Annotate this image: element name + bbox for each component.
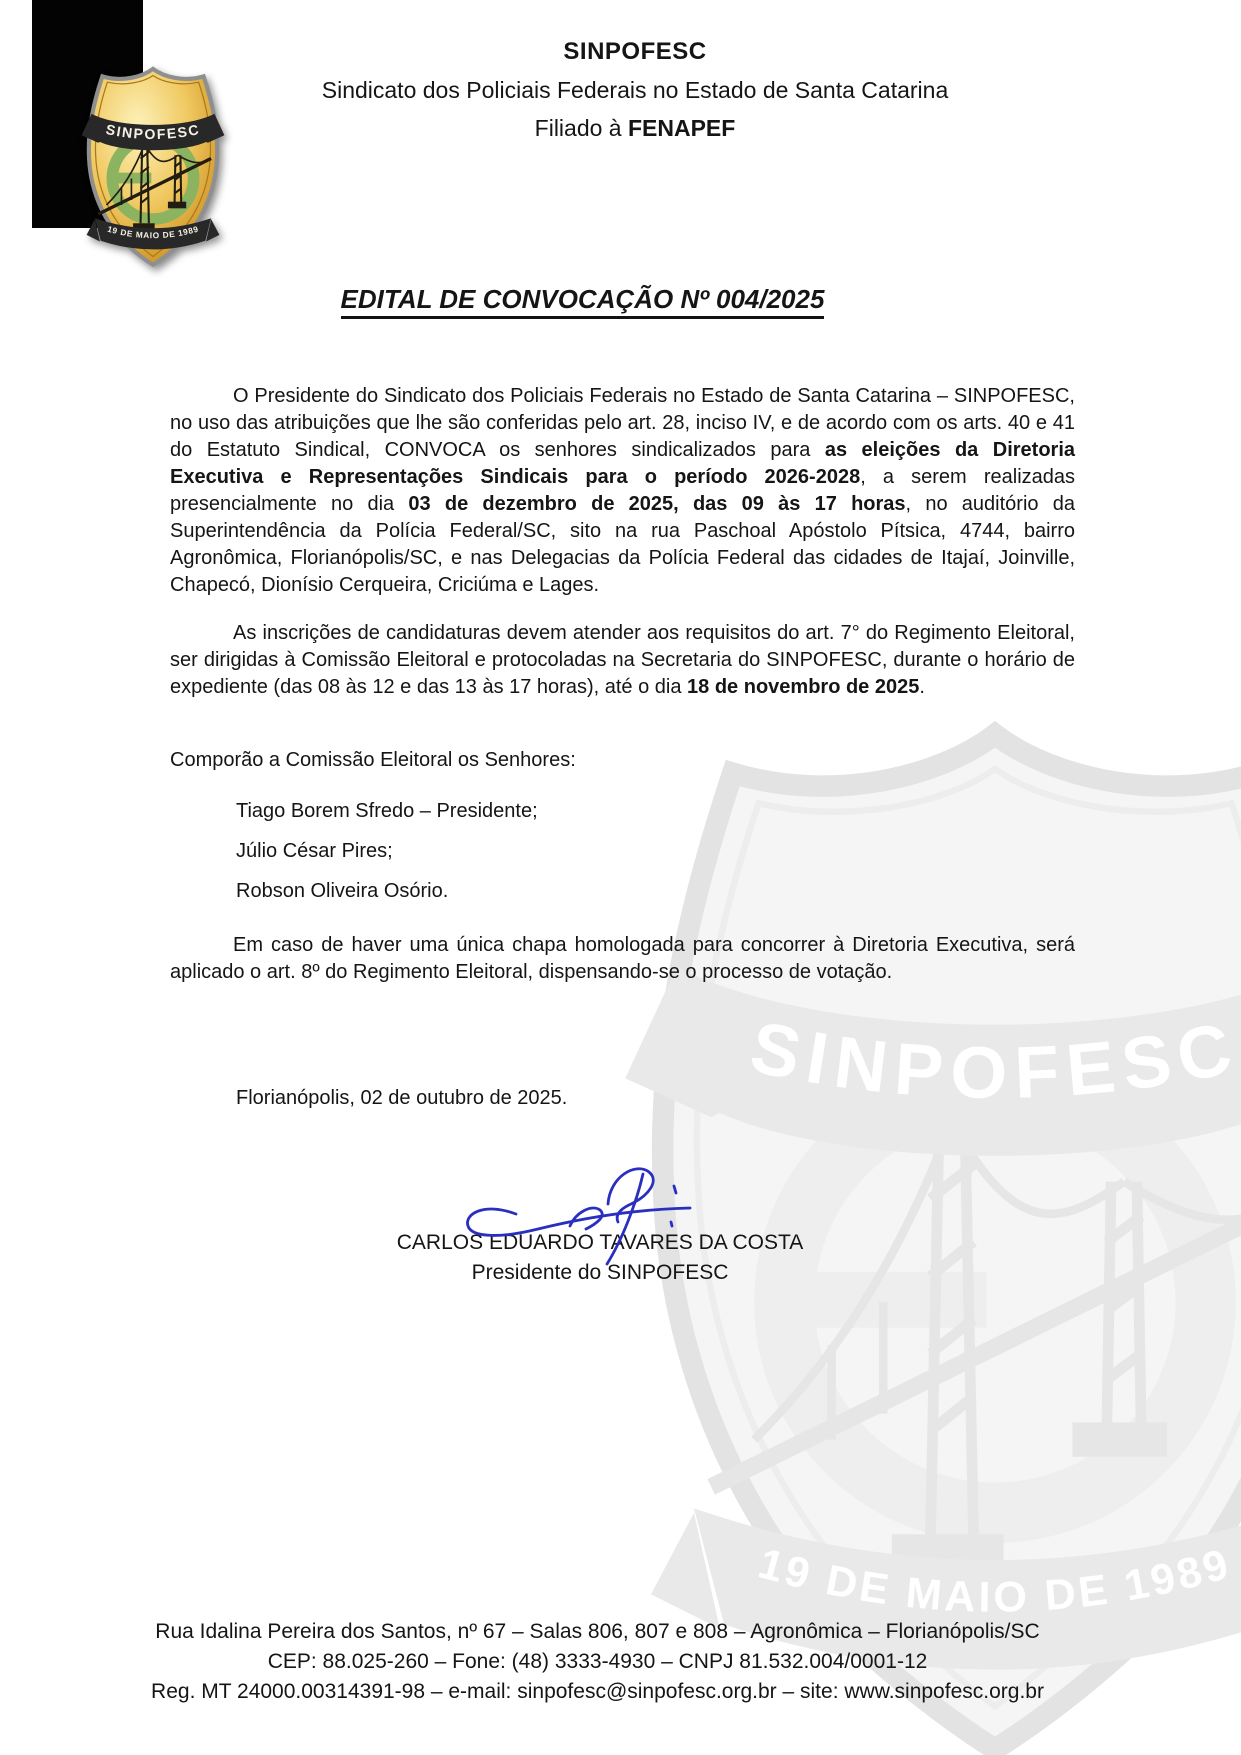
committee-intro: Comporão a Comissão Eleitoral os Senhores:	[170, 749, 576, 771]
org-acronym: SINPOFESC	[563, 38, 707, 65]
paragraph-convocation: O Presidente do Sindicato dos Policiais Federais no Estado de Santa Catarina – SINPOFESC, no uso das atribuições que lhe são conferidas pelo art. 28, inciso IV, e de acordo com os arts. 40 e 41 do Estatuto Sindical, CONVOCA os senhores sindicalizados para as eleições da Diretoria Executiva e Representações Sindicais para o período 2026-2028, a serem realizadas presencialmente no dia 03 de dezembro de 2025, das 09 às 17 horas, no auditório da Superintendência da Polícia Federal/SC, sito na rua Paschoal Apóstolo Pítsica, 4744, bairro Agronômica, Florianópolis/SC, e nas Delegacias da Polícia Federal das cidades de Itajaí, Joinville, Chapecó, Dionísio Cerqueira, Criciúma e Lages.	[170, 385, 1076, 596]
affiliation-prefix: Filiado à	[534, 115, 628, 141]
footer-contact: CEP: 88.025-260 – Fone: (48) 3333-4930 – CNPJ 81.532.004/0001-12	[267, 1650, 928, 1673]
signature-ink	[450, 1152, 700, 1267]
affiliation-line	[225, 115, 1045, 142]
list-item: Robson Oliveira Osório.	[236, 880, 449, 902]
footer	[0, 1617, 1195, 1707]
paragraph-single-slate: Em caso de haver uma única chapa homologada para concorrer à Diretoria Executiva, será aplicado o art. 8º do Regimento Eleitoral, dispensando-se o processo de votação.	[170, 934, 1075, 983]
letterhead	[225, 38, 1045, 142]
affiliation-org: FENAPEF	[627, 115, 736, 141]
list-item: Júlio César Pires;	[236, 840, 393, 862]
sinpofesc-badge-logo	[70, 62, 236, 270]
org-name: Sindicato dos Policiais Federais no Estado de Santa Catarina	[321, 77, 949, 103]
dateline: Florianópolis, 02 de outubro de 2025.	[236, 1087, 568, 1109]
signatory-role: Presidente do SINPOFESC	[471, 1261, 729, 1284]
document-title: EDITAL DE CONVOCAÇÃO Nº 004/2025	[0, 284, 1165, 315]
footer-registry: Reg. MT 24000.00314391-98 – e-mail: sinpofesc@sinpofesc.org.br – site: www.sinpofesc.org.br	[151, 1680, 1044, 1703]
paragraph-inscriptions: As inscrições de candidaturas devem atender aos requisitos do art. 7° do Regimento Eleitoral, ser dirigidas à Comissão Eleitoral e protocoladas na Secretaria do SINPOFESC, durante o horário de expediente (das 08 às 12 e das 13 às 17 horas), até o dia 18 de novembro de 2025.	[170, 622, 1075, 698]
list-item: Tiago Borem Sfredo – Presidente;	[236, 800, 538, 822]
signatory-name: CARLOS EDUARDO TAVARES DA COSTA	[396, 1231, 804, 1254]
footer-address: Rua Idalina Pereira dos Santos, nº 67 – Salas 806, 807 e 808 – Agronômica – Florianópolis/SC	[155, 1620, 1040, 1643]
